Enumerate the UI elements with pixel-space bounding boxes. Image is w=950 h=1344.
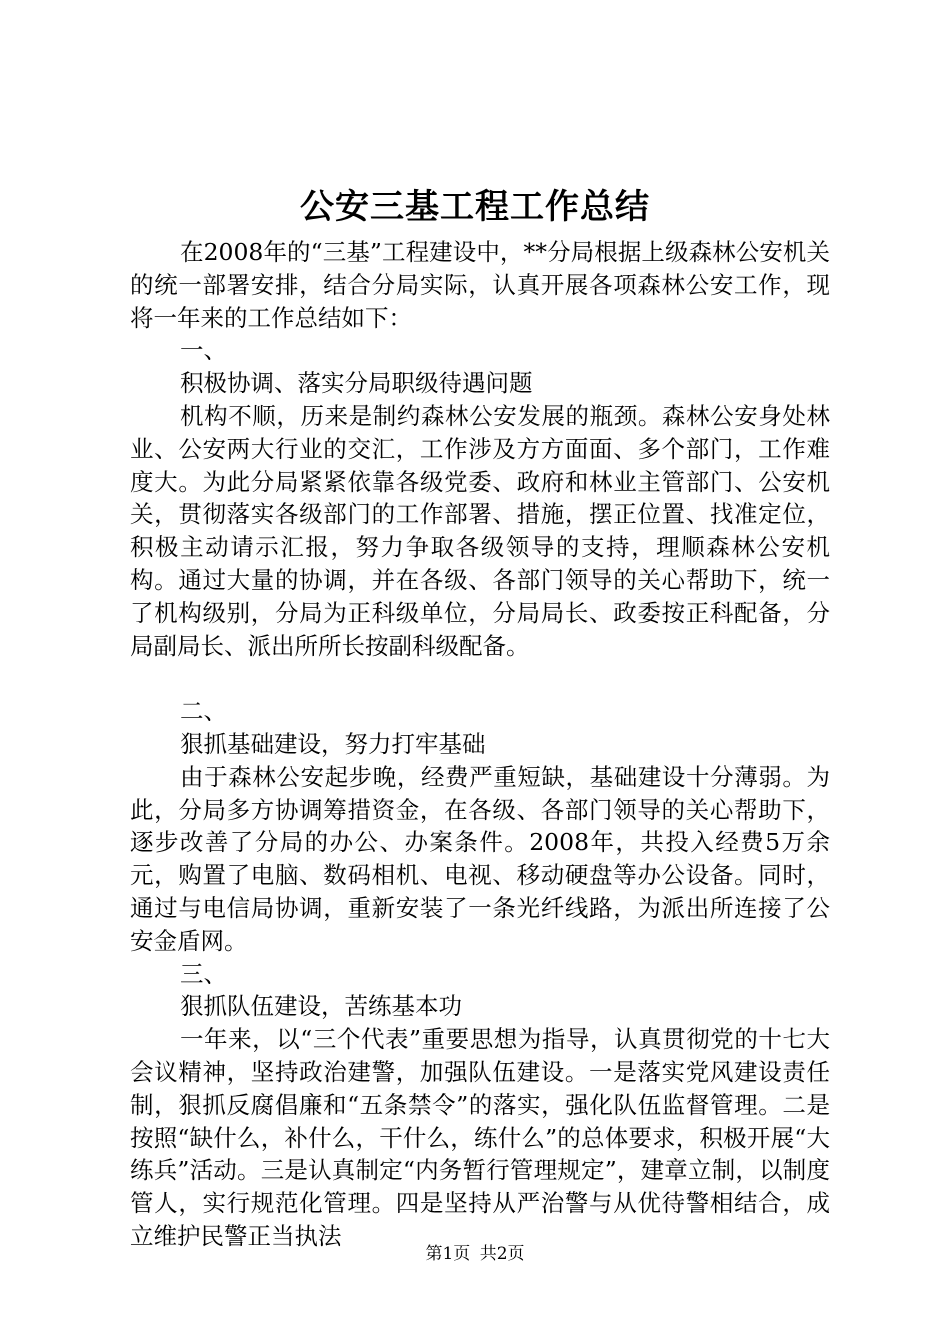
- section-1-body: 机构不顺，历来是制约森林公安发展的瓶颈。森林公安身处林业、公安两大行业的交汇，工作涉及方方面面、多个部门，工作难度大。为此分局紧紧依靠各级党委、政府和林业主管部门、公安机关，贯彻落实各级部门的工作部署、措施，摆正位置、找准定位，积极主动请示汇报，努力争取各级领导的支持，理顺森林公安机构。通过大量的协调，并在各级、各部门领导的关心帮助下，统一了机构级别，分局为正科级单位，分局局长、政委按正科配备，分局副局长、派出所所长按副科级配备。: [130, 401, 830, 660]
- page-footer: [0, 1242, 950, 1266]
- section-2-number: 二、: [180, 697, 227, 726]
- paragraph-gap: [130, 662, 830, 695]
- section-3-heading: 狠抓队伍建设，苦练基本功: [180, 992, 462, 1021]
- page-title: 公安三基工程工作总结: [300, 187, 650, 227]
- section-3-body: 一年来，以“三个代表”重要思想为指导，认真贯彻党的十七大会议精神，坚持政治建警，加强队伍建设。一是落实党风建设责任制，狠抓反腐倡廉和“五条禁令”的落实，强化队伍监督管理。二是按照“缺什么，补什么，干什么，练什么”的总体要求，积极开展“大练兵”活动。三是认真制定“内务暂行管理规定”，建章立制，以制度管人，实行规范化管理。四是坚持从严治警与从优待警相结合，成立维护民警正当执法: [130, 1025, 830, 1250]
- section-2-heading: 狠抓基础建设，努力打牢基础: [180, 729, 486, 758]
- section-1-number: 一、: [180, 336, 227, 365]
- intro-paragraph: 在2008年的“三基”工程建设中，**分局根据上级森林公安机关的统一部署安排，结合分局实际，认真开展各项森林公安工作，现将一年来的工作总结如下：: [130, 238, 830, 332]
- page-number: 第1页: [425, 1244, 471, 1264]
- section-2-body: 由于森林公安起步晚，经费严重短缺，基础建设十分薄弱。为此，分局多方协调筹措资金，在各级、各部门领导的关心帮助下，逐步改善了分局的办公、办案条件。2008年，共投入经费5万余元，购置了电脑、数码相机、电视、移动硬盘等办公设备。同时，通过与电信局协调，重新安装了一条光纤线路，为派出所连接了公安金盾网。: [130, 762, 830, 955]
- section-1-heading: 积极协调、落实分局职级待遇问题: [180, 369, 533, 398]
- page-total: 共2页: [479, 1244, 525, 1264]
- document-body: [130, 236, 830, 1253]
- section-3-number: 三、: [180, 959, 227, 988]
